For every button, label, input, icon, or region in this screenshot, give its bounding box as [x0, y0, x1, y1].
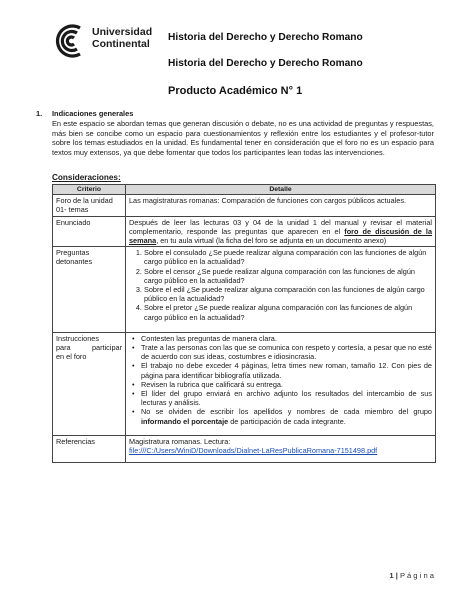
table-row [53, 216, 436, 247]
section-number: 1. [36, 109, 43, 118]
logo-line-2: Continental [92, 38, 150, 50]
considerations-heading: Consideraciones: [52, 173, 121, 182]
foro-discusion-emphasis: foro de discusión de la semana [129, 226, 433, 246]
instr-last-text: No se olviden de escribir los apellidos y nombres de cada miembro del grupo [141, 407, 432, 417]
list-item: 2. Sobre el censor ¿Se puede realizar alguna comparación con las funciones de algún cargo público en la actualidad? [144, 267, 432, 285]
logo-line-1: Universidad [92, 26, 153, 38]
instr-label-word-2: participar [91, 343, 122, 353]
list-item [141, 407, 432, 425]
course-title-2: Historia del Derecho y Derecho Romano [168, 58, 363, 69]
referencias-value [126, 435, 436, 462]
page-footer [0, 571, 474, 580]
preguntas-value [126, 247, 436, 333]
instr-label-line-3: en el foro [56, 352, 87, 362]
table-row [53, 435, 436, 462]
list-item: • El trabajo no debe exceder 4 páginas, letra times new roman, tamaño 12. Con pies de página para identificar bibliografía utilizada. [141, 361, 432, 379]
list-item: • El líder del grupo enviará en archivo adjunto los resultados del intercambio de sus lecturas y análisis. [141, 389, 432, 407]
page-number: 1 [389, 571, 394, 580]
referencias-label: Referencias [53, 435, 126, 462]
list-item: • Revisen la rubrica que calificará su entrega. [141, 380, 432, 389]
product-title: Producto Académico N° 1 [168, 85, 303, 97]
instr-label-word-1: para [56, 343, 71, 353]
porcentaje-emphasis: informando el porcentaje [141, 416, 229, 426]
page-word: P á g i n a [399, 571, 434, 580]
instr-last-text-end: de participación de cada integrante. [228, 416, 346, 426]
reference-link[interactable]: file:///C:/Users/WiniD/Downloads/Dialnet-LaResPublicaRomana-7151498.pdf [129, 446, 378, 456]
list-item: 4. Sobre el pretor ¿Se puede realizar alguna comparación con las funciones de algún cargo público en la actualidad? [144, 303, 432, 321]
instr-label-line-1: Instrucciones [56, 333, 99, 343]
considerations-table [52, 184, 436, 463]
table-row [53, 332, 436, 435]
instrucciones-label [53, 332, 126, 435]
instr-label-line-2 [56, 343, 122, 352]
enunciado-value [126, 216, 436, 247]
list-item: 1. Sobre el consulado ¿Se puede realizar alguna comparación con las funciones de algún cargo público en la actualidad? [144, 248, 432, 266]
table-row [53, 195, 436, 216]
instrucciones-value [126, 332, 436, 435]
foro-value: Las magistraturas romanas: Comparación de funciones con cargos públicos actuales. [126, 195, 436, 216]
detalle-header: Detalle [126, 185, 436, 195]
section-body: En este espacio se abordan temas que generan discusión o debate, no es una actividad de preguntas y respuestas, más bien se concibe como un espacio para cuestionamientos y reflexión entre los estudiantes y el profesor-tutor sobre los temas estudiados en la unidad. Es fundamental tener en consideración que el foro no es un espacio para textos muy extensos, ya que debe fomentar que todos los participantes lean todas las intervenciones. [52, 119, 434, 157]
enunciado-label: Enunciado [53, 216, 126, 247]
table-row [53, 247, 436, 333]
list-item: • Trate a las personas con las que se comunica con respeto y cortesía, a pesar que no esté de acuerdo con sus ideas, costumbres e idiosincrasia. [141, 343, 432, 361]
reference-text: Magistratura romanas. Lectura: [129, 436, 231, 446]
enunciado-text: Después de leer las lecturas 03 y 04 de la unidad 1 del manual y revisar el material complementario, responde las preguntas que aparecen en el [129, 217, 432, 236]
preguntas-list [129, 248, 432, 322]
table-header-row [53, 185, 436, 195]
enunciado-text-end: , en tu aula virtual (la ficha del foro se adjunta en un documento anexo) [156, 236, 387, 246]
instrucciones-list [129, 334, 432, 426]
foro-label: Foro de la unidad 01- temas [53, 195, 126, 216]
list-item: • Contesten las preguntas de manera clara. [141, 334, 432, 343]
criterio-header: Criterio [53, 185, 126, 195]
course-title-1: Historia del Derecho y Derecho Romano [168, 32, 363, 43]
list-item: 3. Sobre el edil ¿Se puede realizar alguna comparación con las funciones de algún cargo público en la actualidad? [144, 285, 432, 303]
preguntas-label: Preguntas detonantes [53, 247, 126, 333]
footer-separator: | [395, 571, 398, 580]
section-heading: Indicaciones generales [52, 109, 134, 118]
general-indications-section [36, 109, 434, 157]
